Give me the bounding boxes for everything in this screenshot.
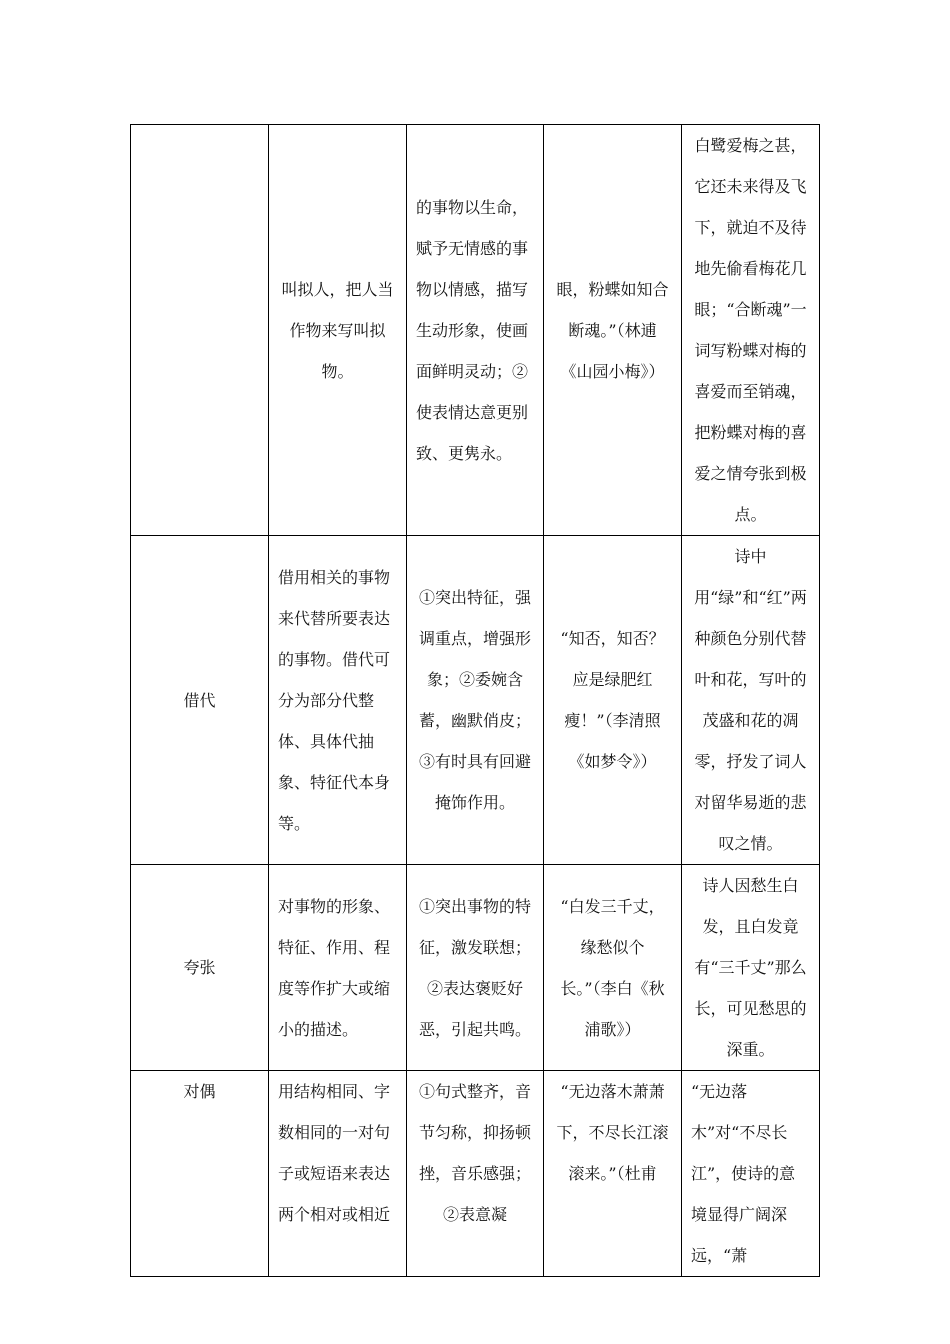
effect-cell: ①句式整齐，音节匀称，抑扬顿挫，音乐感强；②表意凝 [407,1071,544,1277]
device-cell [131,125,269,536]
effect-cell: 的事物以生命，赋予无情感的事物以情感，描写生动形象，使画面鲜明灵动；②使表情达意更别致、更隽永。 [407,125,544,536]
example-cell: “白发三千丈，缘愁似个长。”（李白《秋浦歌》） [544,865,682,1071]
analysis-cell: 诗中用“绿”和“红”两种颜色分别代替叶和花，写叶的茂盛和花的凋零，抒发了词人对留华易逝的悲叹之情。 [682,536,820,865]
example-cell: 眼，粉蝶如知合断魂。”（林逋《山园小梅》） [544,125,682,536]
definition-cell: 对事物的形象、特征、作用、程度等作扩大或缩小的描述。 [269,865,407,1071]
example-cell: “知否，知否？应是绿肥红瘦！”（李清照《如梦令》） [544,536,682,865]
table-row-metonymy [131,536,820,865]
rhetoric-table [130,124,820,1277]
definition-cell: 借用相关的事物来代替所要表达的事物。借代可分为部分代整体、具体代抽象、特征代本身等。 [269,536,407,865]
analysis-cell: 诗人因愁生白发，且白发竟有“三千丈”那么长，可见愁思的深重。 [682,865,820,1071]
definition-cell: 叫拟人，把人当作物来写叫拟物。 [269,125,407,536]
table-row-hyperbole [131,865,820,1071]
device-cell: 对偶 [131,1071,269,1277]
table-row-antithesis [131,1071,820,1277]
definition-cell: 用结构相同、字数相同的一对句子或短语来表达两个相对或相近 [269,1071,407,1277]
effect-cell: ①突出特征，强调重点，增强形象；②委婉含蓄，幽默俏皮；③有时具有回避掩饰作用。 [407,536,544,865]
device-cell: 夸张 [131,865,269,1071]
analysis-cell: 白鹭爱梅之甚，它还未来得及飞下，就迫不及待地先偷看梅花几眼；“合断魂”一词写粉蝶对梅的喜爱而至销魂，把粉蝶对梅的喜爱之情夸张到极点。 [682,125,820,536]
example-cell: “无边落木萧萧下，不尽长江滚滚来。”（杜甫 [544,1071,682,1277]
device-cell: 借代 [131,536,269,865]
analysis-cell: “无边落木”对“不尽长江”，使诗的意境显得广阔深远，“萧 [682,1071,820,1277]
effect-cell: ①突出事物的特征，激发联想；②表达褒贬好恶，引起共鸣。 [407,865,544,1071]
table-row-personification [131,125,820,536]
